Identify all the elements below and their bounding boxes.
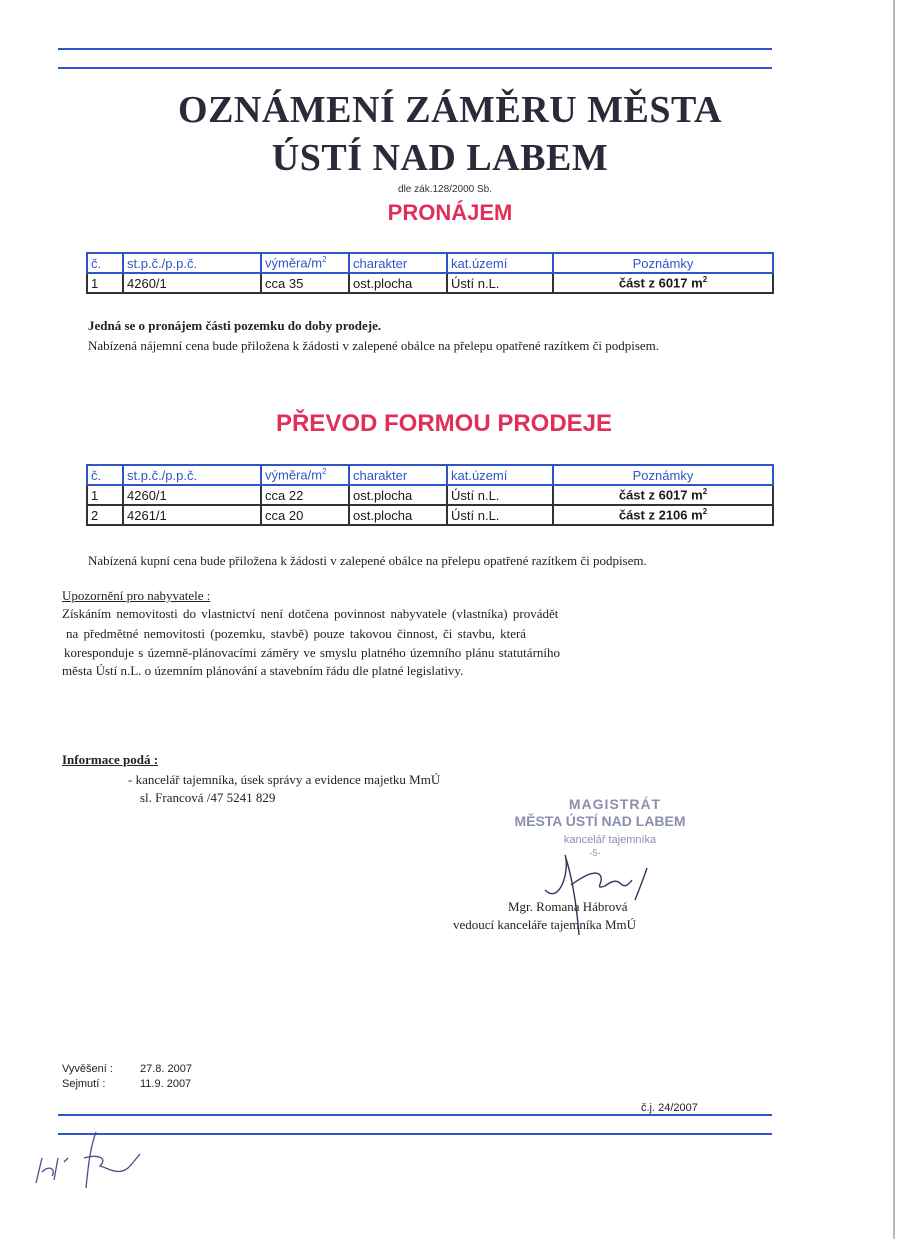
cell-parcel: 4260/1 <box>123 273 261 293</box>
cell-no: 2 <box>87 505 123 525</box>
info-heading: Informace podá : <box>62 752 159 767</box>
title-line-2: ÚSTÍ NAD LABEM <box>271 137 609 179</box>
legal-reference: dle zák.128/2000 Sb. <box>398 184 492 195</box>
cell-type: ost.plocha <box>349 273 447 293</box>
bottom-rule-1 <box>58 1114 772 1116</box>
top-rule-2 <box>58 67 772 69</box>
col-area: výměra/$m^2$ <box>261 465 349 485</box>
col-notes: Poznámky <box>553 253 773 273</box>
table-row <box>87 505 773 525</box>
col-territory: kat.území <box>447 465 553 485</box>
table-row <box>87 273 773 293</box>
warning-line-2: na předmětné nemovitosti (pozemku, stavbě) pouze takovou činnost, či stavbu, která <box>66 626 527 641</box>
warning-line-4: města Ústí n.L. o územním plánování a stavebním řádu dle platné legislativy. <box>62 663 464 678</box>
cell-note: část z 2106 $m^2$ <box>553 505 773 525</box>
cell-area: cca 22 <box>261 485 349 505</box>
col-area: výměra/$m^2$ <box>261 253 349 273</box>
stamp-line-1: MAGISTRÁT <box>568 796 662 812</box>
posted-value: 27.8. 2007 <box>140 1063 192 1075</box>
col-type: charakter <box>349 465 447 485</box>
cell-note: část z 6017 $m^2$ <box>553 273 773 293</box>
cell-territory: Ústí n.L. <box>447 273 553 293</box>
rental-table <box>86 252 774 294</box>
cell-parcel: 4260/1 <box>123 485 261 505</box>
warning-line-1: Získáním nemovitosti do vlastnictví není dotčena povinnost nabyvatele (vlastníka) provádět <box>62 606 559 621</box>
bottom-rule-2 <box>58 1133 772 1135</box>
cell-no: 1 <box>87 485 123 505</box>
cell-territory: Ústí n.L. <box>447 485 553 505</box>
table-row <box>87 485 773 505</box>
warning-line-3: koresponduje s územně-plánovacími záměry ve smyslu platného územního plánu statutárního <box>64 645 561 660</box>
signatory-role: vedoucí kanceláře tajemníka MmÚ <box>453 917 637 932</box>
cell-territory: Ústí n.L. <box>447 505 553 525</box>
official-stamp <box>480 796 720 858</box>
cell-parcel: 4261/1 <box>123 505 261 525</box>
stamp-line-3: kancelář tajemníka <box>563 834 657 846</box>
cell-no: 1 <box>87 273 123 293</box>
cell-type: ost.plocha <box>349 485 447 505</box>
col-notes: Poznámky <box>553 465 773 485</box>
removed-label: Sejmutí : <box>62 1078 106 1090</box>
page-edge <box>893 0 895 1239</box>
removed-value: 11.9. 2007 <box>140 1078 192 1090</box>
table-header-row <box>87 253 773 273</box>
cell-note: část z 6017 $m^2$ <box>553 485 773 505</box>
warning-heading: Upozornění pro nabyvatele : <box>62 588 211 603</box>
cell-area: cca 20 <box>261 505 349 525</box>
posted-label: Vyvěšení : <box>62 1063 113 1075</box>
cell-type: ost.plocha <box>349 505 447 525</box>
rental-note-bold: Jedná se o pronájem části pozemku do doby prodeje. <box>88 318 382 333</box>
col-no: č. <box>87 465 123 485</box>
top-rule-1 <box>58 48 772 50</box>
table-header-row <box>87 465 773 485</box>
section2-heading: PŘEVOD FORMOU PRODEJE <box>275 410 613 437</box>
sale-table <box>86 464 774 526</box>
col-parcel: st.p.č./p.p.č. <box>123 465 261 485</box>
col-no: č. <box>87 253 123 273</box>
col-type: charakter <box>349 253 447 273</box>
cell-area: cca 35 <box>261 273 349 293</box>
col-parcel: st.p.č./p.p.č. <box>123 253 261 273</box>
sale-note-text: Nabízená kupní cena bude přiložena k žádosti v zalepené obálce na přelepu opatřené razítkem či podpisem. <box>88 553 647 568</box>
section1-heading: PRONÁJEM <box>387 200 513 225</box>
info-line-2: sl. Francová /47 5241 829 <box>140 790 276 805</box>
rental-note-text: Nabízená nájemní cena bude přiložena k žádosti v zalepené obálce na přelepu opatřené razítkem či podpisem. <box>88 338 660 353</box>
signatory-name: Mgr. Romana Hábrová <box>508 899 628 914</box>
title-line-1: OZNÁMENÍ ZÁMĚRU MĚSTA <box>178 89 722 131</box>
col-territory: kat.území <box>447 253 553 273</box>
reference-number: č.j. 24/2007 <box>641 1102 698 1114</box>
info-line-1: - kancelář tajemníka, úsek správy a evidence majetku MmÚ <box>128 772 441 787</box>
stamp-line-2: MĚSTA ÚSTÍ NAD LABEM <box>514 813 686 829</box>
stamp-line-4: -5- <box>589 848 601 858</box>
handwritten-initials-icon <box>28 1128 148 1193</box>
